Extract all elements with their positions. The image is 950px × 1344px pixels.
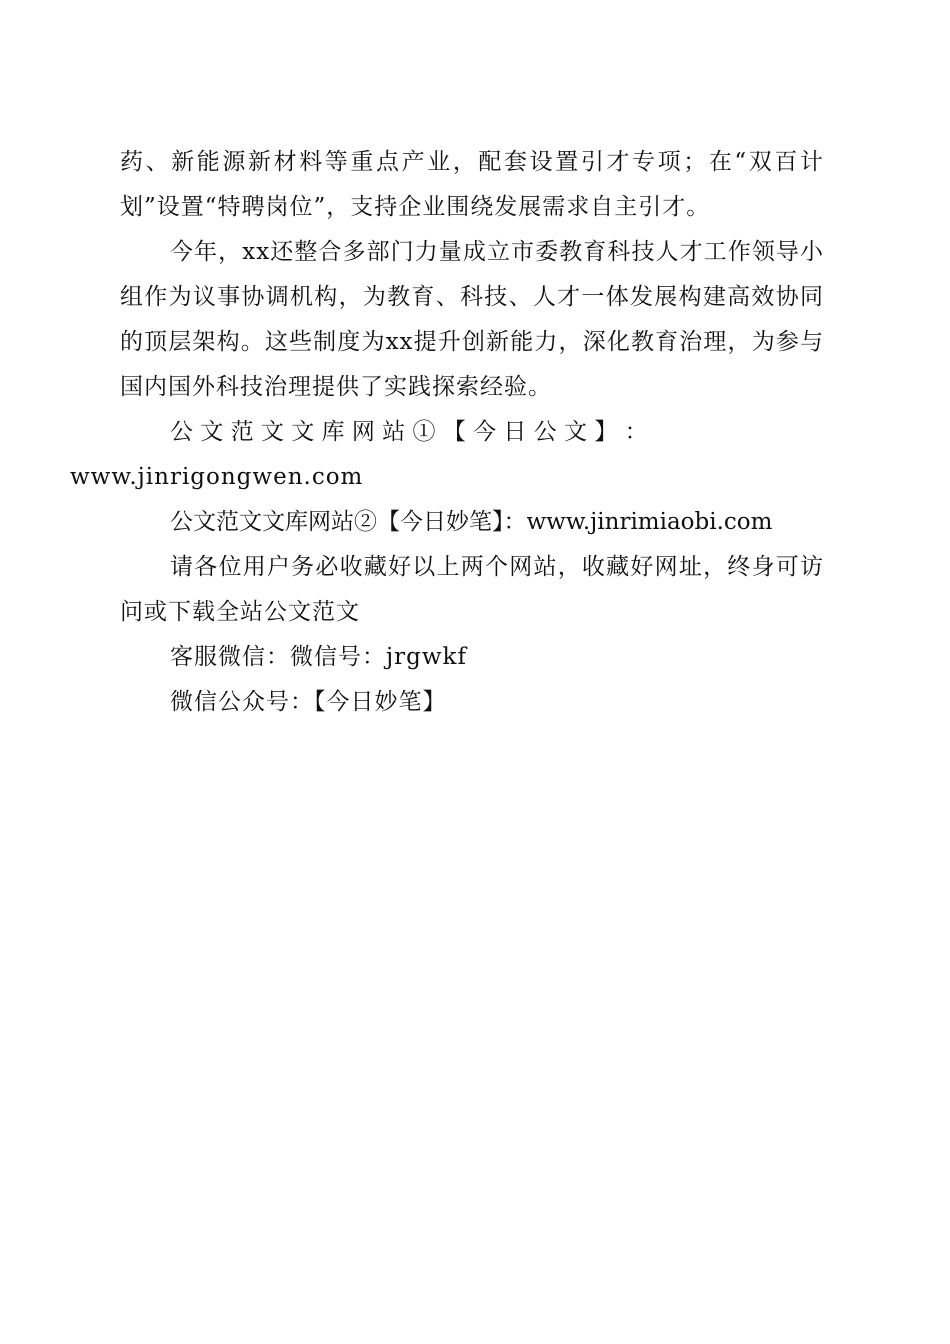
paragraph-wechat-account: 微信公众号：【今日妙笔】 xyxy=(170,689,447,715)
paragraph-website-1 xyxy=(70,410,824,500)
paragraph-industry-talent: 药、新能源新材料等重点产业，配套设置引才专项；在“双百计划”设置“特聘岗位”，支持企业围绕发展需求自主引才。 xyxy=(120,149,824,220)
document-body xyxy=(70,140,824,725)
paragraph-leadership-group: 今年，xx还整合多部门力量成立市委教育科技人才工作领导小组作为议事协调机构，为教育、科技、人才一体发展构建高效协同的顶层架构。这些制度为xx提升创新能力，深化教育治理，为参与国内国外科技治理提供了实践探索经验。 xyxy=(120,239,824,400)
paragraph-customer-service: 客服微信：微信号：jrgwkf xyxy=(170,644,467,670)
website-1-label: 公 文 范 文 文 库 网 站 ① 【 今 日 公 文 】 ： xyxy=(170,419,648,445)
paragraph-bookmark-notice: 请各位用户务必收藏好以上两个网站，收藏好网址，终身可访问或下载全站公文范文 xyxy=(120,554,824,625)
paragraph-website-2[interactable]: 公文范文文库网站②【今日妙笔】：www.jinrimiaobi.com xyxy=(170,509,773,535)
website-1-url[interactable]: www.jinrigongwen.com xyxy=(70,464,364,490)
